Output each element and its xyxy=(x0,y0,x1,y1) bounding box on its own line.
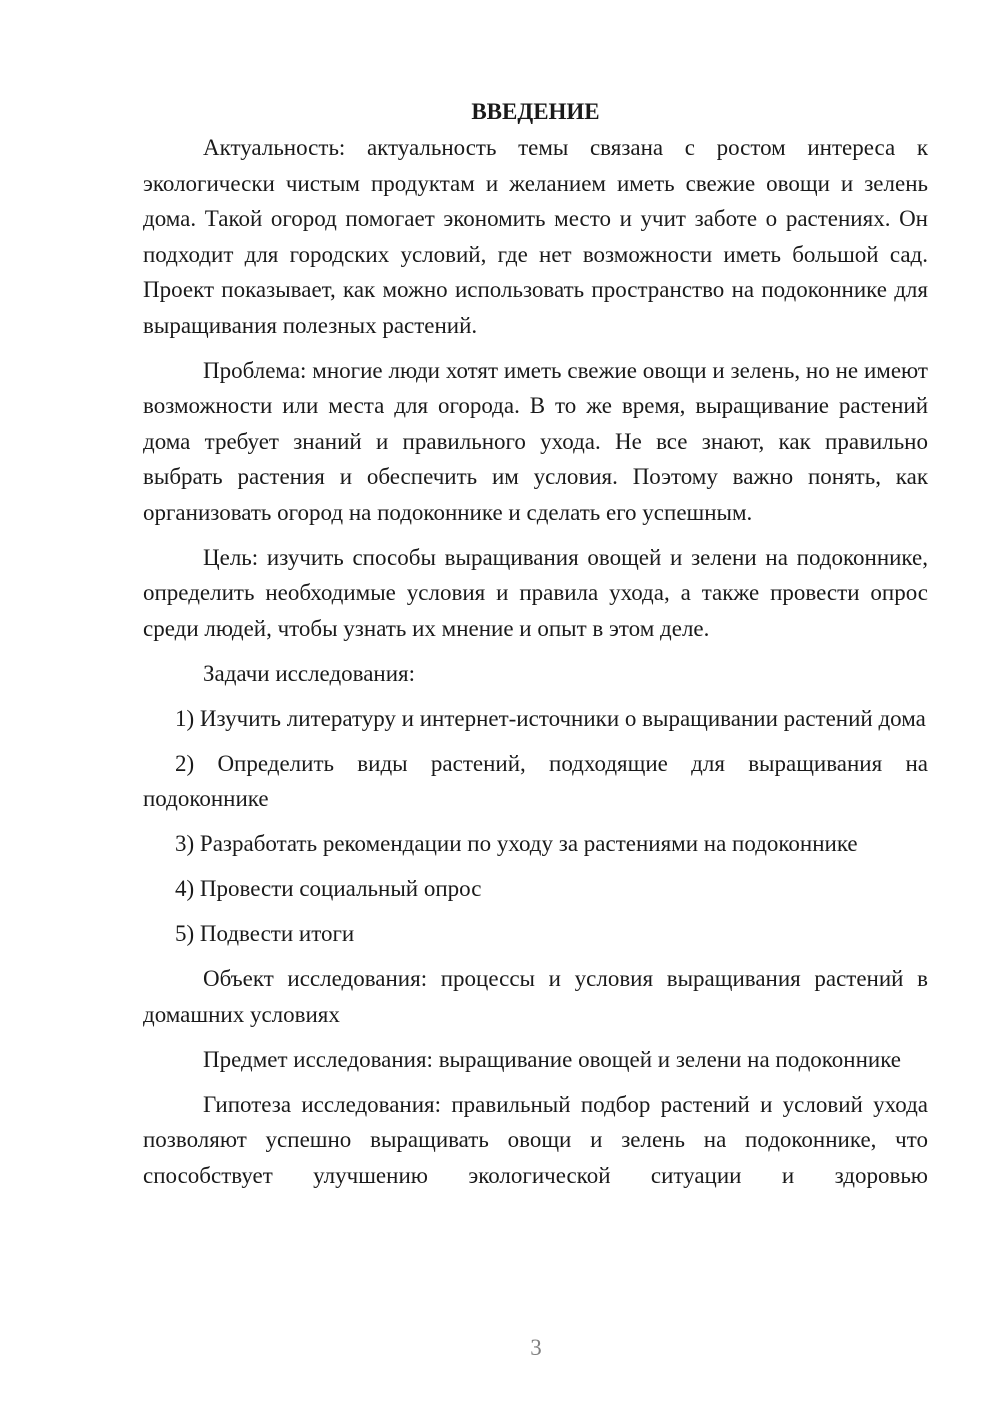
list-item: 2) Определить виды растений, подходящие для выращивания на подоконнике xyxy=(143,750,928,811)
list-item: 3) Разработать рекомендации по уходу за растениями на подоконнике xyxy=(175,831,858,856)
subject-paragraph: Предмет исследования: выращивание овощей и зелени на подоконнике xyxy=(203,1046,902,1072)
list-item: 4) Провести социальный опрос xyxy=(175,876,482,901)
goal-paragraph: Цель: изучить способы выращивания овощей и зелени на подоконнике, определить необходимые условия и правила ухода, а также провести опрос среди людей, чтобы узнать их мнение и опыт в этом деле. xyxy=(143,544,928,641)
problem-paragraph: Проблема: многие люди хотят иметь свежие овощи и зелень, но не имеют возможности или места для огорода. В то же время, выращивание растений дома требует знаний и правильного ухода. Не все знают, как правильно выбрать растения и обеспечить им условия. Поэтому важно понять, как организовать огород на подоконнике и сделать его успешным. xyxy=(143,357,928,525)
hypothesis-paragraph: Гипотеза исследования: правильный подбор растений и условий ухода позволяют успешно выращивать овощи и зелень на подоконнике, что способствует улучшению экологической ситуации и здоровью xyxy=(143,1091,928,1188)
tasks-heading: Задачи исследования: xyxy=(203,660,416,686)
list-item: 5) Подвести итоги xyxy=(175,921,355,946)
section-heading: ВВЕДЕНИЕ xyxy=(471,99,600,124)
tasks-list xyxy=(143,701,928,952)
page-number: 3 xyxy=(530,1335,542,1360)
list-item: 1) Изучить литературу и интернет-источники о выращивании растений дома xyxy=(175,705,926,731)
relevance-paragraph: Актуальность: актуальность темы связана с ростом интереса к экологически чистым продуктам и желанием иметь свежие овощи и зелень дома. Такой огород помогает экономить место и учит заботе о растениях. Он подходит для городских условий, где нет возможности иметь большой сад. Проект показывает, как можно использовать пространство на подоконнике для выращивания полезных растений. xyxy=(143,135,928,338)
object-paragraph: Объект исследования: процессы и условия выращивания растений в домашних условиях xyxy=(143,966,928,1027)
page-body xyxy=(143,94,928,1203)
